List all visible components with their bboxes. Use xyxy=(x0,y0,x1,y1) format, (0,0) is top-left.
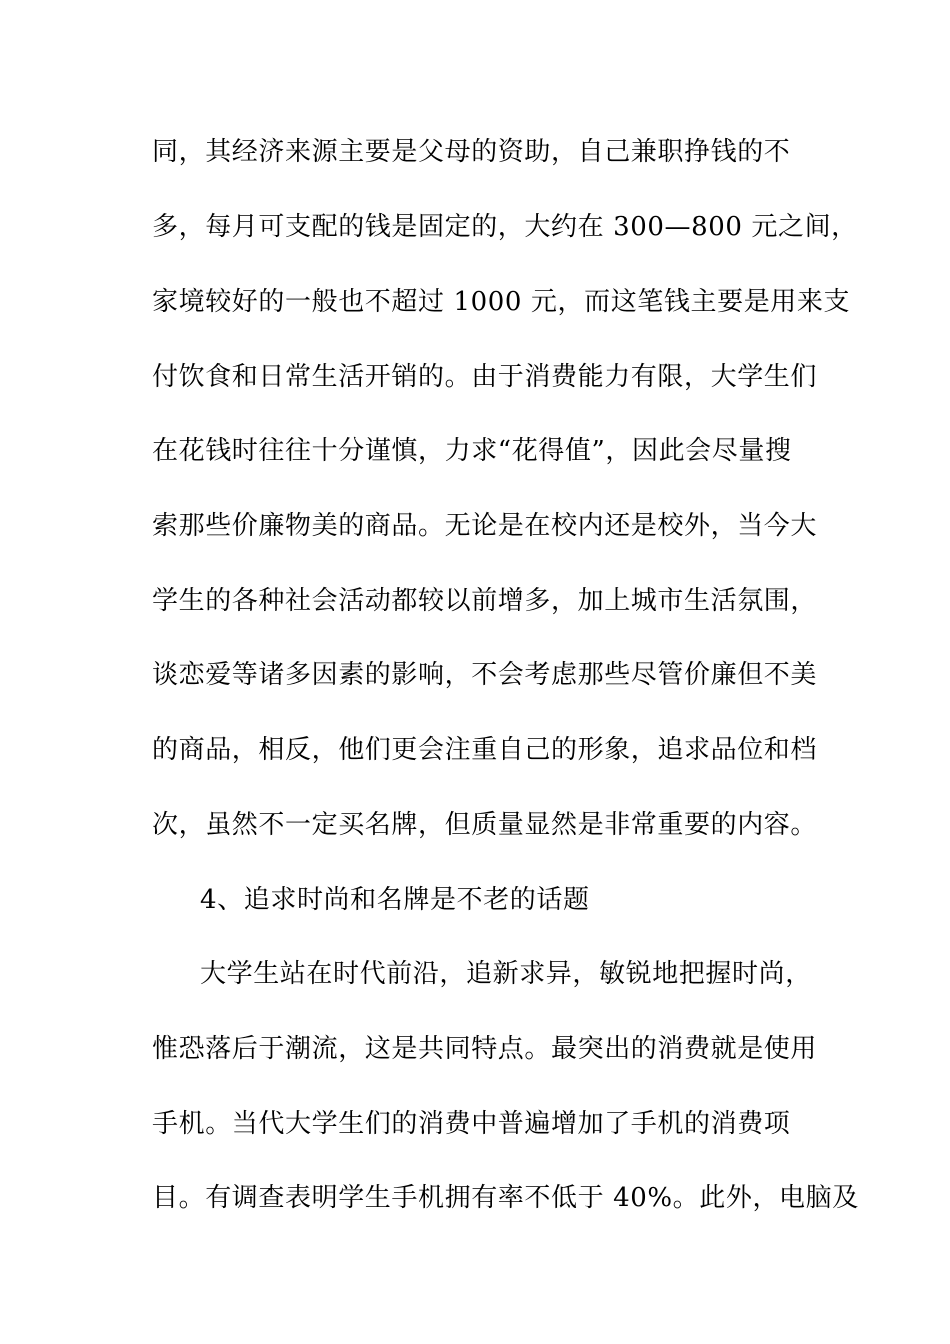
paragraph-line: 付饮食和日常生活开销的。由于消费能力有限，大学生们 xyxy=(152,362,818,392)
paragraph-line: 多，每月可支配的钱是固定的，大约在 300—800 元之间， xyxy=(152,212,858,242)
paragraph-line: 手机。当代大学生们的消费中普遍增加了手机的消费项 xyxy=(152,1109,791,1139)
paragraph-line: 大学生站在时代前沿，追新求异，敏锐地把握时尚， xyxy=(200,959,812,989)
paragraph-line: 谈恋爱等诸多因素的影响，不会考虑那些尽管价廉但不美 xyxy=(152,660,818,690)
paragraph-line: 同，其经济来源主要是父母的资助，自己兼职挣钱的不 xyxy=(152,137,791,167)
paragraph-line: 目。有调查表明学生手机拥有率不低于 40%。此外，电脑及 xyxy=(152,1183,859,1213)
paragraph-line: 在花钱时往往十分谨慎，力求“花得值”，因此会尽量搜 xyxy=(152,436,792,466)
section-heading: 4、追求时尚和名牌是不老的话题 xyxy=(200,885,590,915)
paragraph-line: 的商品，相反，他们更会注重自己的形象，追求品位和档 xyxy=(152,735,818,765)
paragraph-line: 家境较好的一般也不超过 1000 元，而这笔钱主要是用来支 xyxy=(152,287,851,317)
paragraph-line: 惟恐落后于潮流，这是共同特点。最突出的消费就是使用 xyxy=(152,1034,818,1064)
paragraph-line: 次，虽然不一定买名牌，但质量显然是非常重要的内容。 xyxy=(152,810,818,840)
paragraph-line: 学生的各种社会活动都较以前增多，加上城市生活氛围， xyxy=(152,586,818,616)
paragraph-line: 索那些价廉物美的商品。无论是在校内还是校外，当今大 xyxy=(152,511,818,541)
